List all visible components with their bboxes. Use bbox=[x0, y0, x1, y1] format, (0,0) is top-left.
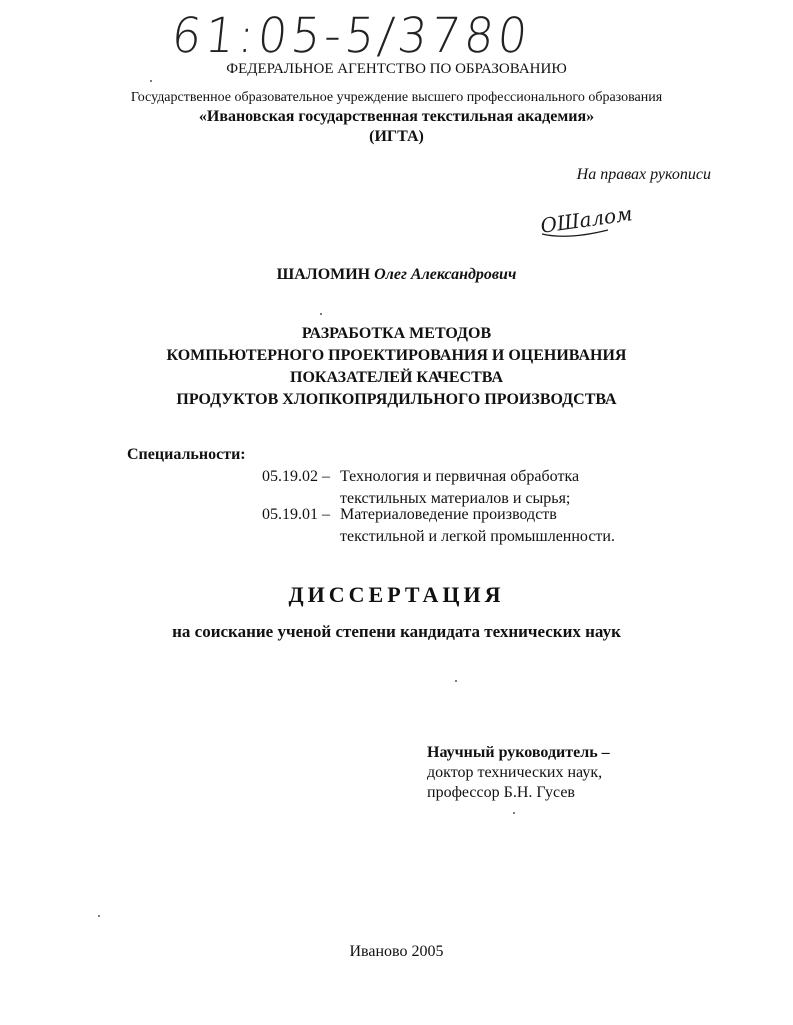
specialties-label: Специальности: bbox=[127, 446, 246, 463]
specialty-line: Материаловедение производств bbox=[340, 506, 557, 523]
institution-name: Государственное образовательное учреждение высшего профессионального образования bbox=[130, 90, 663, 105]
specialty-code: 05.19.01 – bbox=[262, 506, 330, 523]
scan-speck bbox=[150, 80, 152, 82]
supervisor-degree: доктор технических наук, bbox=[427, 764, 603, 781]
place-year: Иваново 2005 bbox=[349, 943, 444, 960]
scan-speck bbox=[513, 812, 515, 814]
title-line: РАЗРАБОТКА МЕТОДОВ bbox=[301, 325, 492, 342]
title-line: ПОКАЗАТЕЛЕЙ КАЧЕСТВА bbox=[290, 369, 503, 386]
archive-code-handwritten: 61:05-5/3780 bbox=[169, 6, 534, 64]
specialty-line: текстильной и легкой промышленности. bbox=[340, 528, 615, 545]
academy-abbreviation: (ИГТА) bbox=[369, 128, 424, 145]
academy-name: «Ивановская государственная текстильная академия» bbox=[198, 108, 595, 125]
agency-name: ФЕДЕРАЛЬНОЕ АГЕНТСТВО ПО ОБРАЗОВАНИЮ bbox=[226, 61, 567, 77]
specialty-line: Технология и первичная обработка bbox=[340, 468, 580, 485]
supervisor-label: Научный руководитель – bbox=[427, 744, 610, 761]
title-line: КОМПЬЮТЕРНОГО ПРОЕКТИРОВАНИЯ И ОЦЕНИВАНИЯ bbox=[166, 347, 627, 364]
title-line: ПРОДУКТОВ ХЛОПКОПРЯДИЛЬНОГО ПРОИЗВОДСТВА bbox=[176, 391, 617, 408]
author-given-names: Олег Александрович bbox=[374, 266, 517, 283]
scan-speck bbox=[98, 915, 100, 917]
specialty-line: текстильных материалов и сырья; bbox=[340, 490, 571, 507]
supervisor-name: профессор Б.Н. Гусев bbox=[427, 784, 575, 801]
degree-statement: на соискание ученой степени кандидата технических наук bbox=[172, 622, 621, 641]
scan-speck bbox=[455, 680, 457, 682]
author-surname: ШАЛОМИН bbox=[276, 266, 371, 283]
specialty-item bbox=[262, 504, 682, 548]
thesis-title bbox=[0, 323, 793, 411]
signature-text: ОШалом bbox=[538, 201, 634, 238]
handwritten-signature bbox=[538, 196, 634, 242]
author-name bbox=[0, 266, 793, 284]
specialty-code: 05.19.02 – bbox=[262, 468, 330, 485]
rights-note: На правах рукописи bbox=[576, 166, 711, 183]
document-type: ДИССЕРТАЦИЯ bbox=[288, 582, 505, 607]
scan-speck bbox=[320, 313, 322, 315]
